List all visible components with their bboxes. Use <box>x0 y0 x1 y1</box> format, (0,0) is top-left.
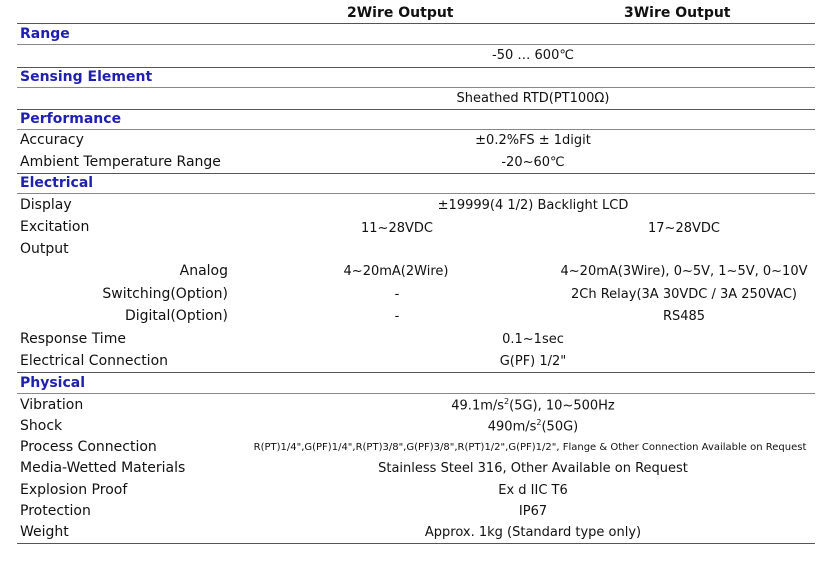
protection-label: Protection <box>20 503 91 519</box>
weight-value: Approx. 1kg (Standard type only) <box>424 525 642 540</box>
digital-2wire-value: - <box>394 309 400 324</box>
divider <box>17 67 815 68</box>
protection-value: IP67 <box>518 504 548 519</box>
section-sensing-element: Sensing Element <box>20 69 153 85</box>
response-time-label: Response Time <box>20 331 126 347</box>
excitation-3wire-value: 17~28VDC <box>648 221 720 236</box>
shock-value <box>488 418 579 434</box>
accuracy-value: ±0.2%FS ± 1digit <box>475 133 591 148</box>
vibration-value-rest: (5G), 10~500Hz <box>509 398 615 414</box>
explosion-proof-value: Ex d IIC T6 <box>498 483 568 498</box>
analog-3wire-value: 4~20mA(3Wire), 0~5V, 1~5V, 0~10V <box>560 264 808 279</box>
media-wetted-materials-label: Media-Wetted Materials <box>20 460 186 476</box>
shock-value-base: 490m/s <box>487 419 537 435</box>
excitation-2wire-value: 11~28VDC <box>361 221 433 236</box>
section-performance: Performance <box>20 111 122 127</box>
display-label: Display <box>20 197 72 213</box>
divider <box>17 372 815 373</box>
electrical-connection-label: Electrical Connection <box>20 353 169 369</box>
analog-2wire-value: 4~20mA(2Wire) <box>343 264 449 279</box>
display-value: ±19999(4 1/2) Backlight LCD <box>437 198 629 213</box>
divider <box>17 87 815 88</box>
excitation-label: Excitation <box>20 219 90 235</box>
section-electrical: Electrical <box>20 175 94 191</box>
digital-label: Digital(Option) <box>124 308 228 324</box>
vibration-value-base: 49.1m/s <box>451 398 505 414</box>
divider <box>17 193 815 194</box>
response-time-value: 0.1~1sec <box>502 332 564 347</box>
switching-label: Switching(Option) <box>102 286 228 302</box>
divider <box>17 543 815 544</box>
divider <box>17 129 815 130</box>
switching-3wire-value: 2Ch Relay(3A 30VDC / 3A 250VAC) <box>571 287 797 302</box>
output-label: Output <box>20 241 69 257</box>
divider <box>17 23 815 24</box>
accuracy-label: Accuracy <box>20 132 84 148</box>
switching-2wire-value: - <box>394 287 400 302</box>
ambient-temperature-label: Ambient Temperature Range <box>20 154 221 170</box>
ambient-temperature-value: -20~60℃ <box>501 155 565 170</box>
weight-label: Weight <box>20 524 69 540</box>
electrical-connection-value: G(PF) 1/2" <box>499 354 567 369</box>
divider <box>17 393 815 394</box>
shock-value-exponent: 2 <box>536 418 542 427</box>
section-range: Range <box>20 26 70 42</box>
vibration-value-exponent: 2 <box>504 397 510 406</box>
section-physical: Physical <box>20 375 86 391</box>
digital-3wire-value: RS485 <box>662 309 706 324</box>
shock-label: Shock <box>20 418 63 434</box>
process-connection-value: R(PT)1/4",G(PF)1/4",R(PT)3/8",G(PF)3/8",R(PT)1/2",G(PF)1/2", Flange & Other Connection Available on Request <box>253 442 807 453</box>
sensing-value: Sheathed RTD(PT100Ω) <box>456 91 610 106</box>
divider <box>17 173 815 174</box>
process-connection-label: Process Connection <box>20 439 157 455</box>
divider <box>17 44 815 45</box>
range-value: -50 … 600℃ <box>492 48 574 63</box>
header-3wire: 3Wire Output <box>624 5 731 21</box>
explosion-proof-label: Explosion Proof <box>20 482 128 498</box>
shock-value-rest: (50G) <box>541 419 579 435</box>
media-wetted-materials-value: Stainless Steel 316, Other Available on Request <box>378 461 688 476</box>
vibration-label: Vibration <box>20 397 84 413</box>
divider <box>17 109 815 110</box>
vibration-value <box>451 397 614 413</box>
header-2wire: 2Wire Output <box>347 5 454 21</box>
analog-label: Analog <box>179 263 228 279</box>
